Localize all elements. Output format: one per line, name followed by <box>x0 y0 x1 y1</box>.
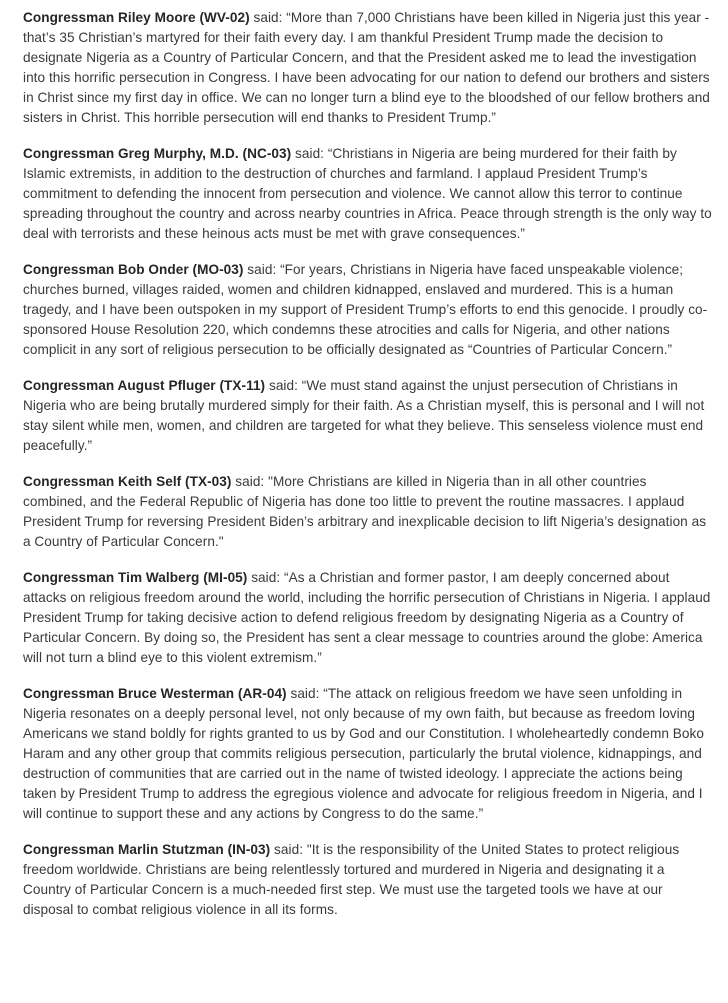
statements-list <box>23 8 713 936</box>
statement-august-pfluger <box>23 376 713 456</box>
speaker-name: Congressman Greg Murphy, M.D. (NC-03) <box>23 146 292 161</box>
statement-bruce-westerman <box>23 684 713 824</box>
said-text: said: <box>265 378 302 393</box>
quote-text: “Christians in Nigeria are being murdered for their faith by Islamic extremists, in addition to the destruction of churches and farmland. I applaud President Trump’s commitment to defending the innocent from persecution and violence. We cannot allow this terror to continue spreading throughout the country and across nearby countries in Africa. Peace through strength is the only way to deal with terrorists and these heinous acts must be met with grave consequences.” <box>23 146 712 241</box>
statement-bob-onder <box>23 260 713 360</box>
said-text: said: <box>231 474 269 489</box>
statement-marlin-stutzman <box>23 840 713 920</box>
speaker-name: Congressman Riley Moore (WV-02) <box>23 10 250 25</box>
statement-keith-self <box>23 472 713 552</box>
quote-text: “As a Christian and former pastor, I am deeply concerned about attacks on religious freedom around the world, including the horrific persecution of Christians in Nigeria. I applaud President Trump for taking decisive action to defend religious freedom by designating Nigeria as a Country of Particular Concern. By doing so, the President has sent a clear message to countries around the globe: America will not turn a blind eye to this violent extremism.” <box>23 570 711 665</box>
speaker-name: Congressman Bob Onder (MO-03) <box>23 262 244 277</box>
said-text: said: <box>247 570 284 585</box>
statement-tim-walberg <box>23 568 713 668</box>
quote-text: “More than 7,000 Christians have been killed in Nigeria just this year - that’s 35 Christian’s martyred for their faith every day. I am thankful President Trump made the decision to designate Nigeria as a Country of Particular Concern, and that the President asked me to lead the investigation into this horrific persecution in Congress. I have been advocating for our nation to defend our brothers and sisters in Christ since my first day in office. We can no longer turn a blind eye to the bloodshed of our fellow brothers and sisters in Christ. This horrible persecution will end thanks to President Trump.” <box>23 10 710 125</box>
statement-riley-moore <box>23 8 713 128</box>
quote-text: "More Christians are killed in Nigeria than in all other countries combined, and the Federal Republic of Nigeria has done too little to prevent the routine massacres. I applaud President Trump for reversing President Biden’s arbitrary and inexplicable decision to lift Nigeria’s designation as a Country of Particular Concern." <box>23 474 707 549</box>
statement-greg-murphy <box>23 144 713 244</box>
quote-text: “We must stand against the unjust persecution of Christians in Nigeria who are being brutally murdered simply for their faith. As a Christian myself, this is personal and I will not stay silent while men, women, and children are targeted for what they believe. This senseless violence must end peacefully.” <box>23 378 705 453</box>
said-text: said: <box>249 10 287 25</box>
speaker-name: Congressman Keith Self (TX-03) <box>23 474 232 489</box>
said-text: said: <box>291 146 328 161</box>
speaker-name: Congressman August Pfluger (TX-11) <box>23 378 266 393</box>
speaker-name: Congressman Tim Walberg (MI-05) <box>23 570 248 585</box>
quote-text: “The attack on religious freedom we have seen unfolding in Nigeria resonates on a deeply personal level, not only because of my own faith, but because as freedom loving Americans we stand boldly for rights granted to us by God and our Constitution. I wholeheartedly condemn Boko Haram and any other group that commits religious persecution, particularly the brutal violence, kidnappings, and destruction of communities that are carried out in the name of twisted ideology. I appreciate the actions being taken by President Trump to address the egregious violence and advocate for religious freedom in Nigeria, and I will continue to support these and any actions by Congress to do the same.” <box>23 686 704 821</box>
speaker-name: Congressman Marlin Stutzman (IN-03) <box>23 842 271 857</box>
quote-text: "It is the responsibility of the United States to protect religious freedom worldwide. Christians are being relentlessly tortured and murdered in Nigeria and designating it a Country of Particular Concern is a much-needed first step. We must use the targeted tools we have at our disposal to combat religious violence in all its forms. <box>23 842 680 917</box>
quote-text: “For years, Christians in Nigeria have faced unspeakable violence; churches burned, villages raided, women and children kidnapped, enslaved and murdered. This is a human tragedy, and I have been outspoken in my support of President Trump’s efforts to end this genocide. I proudly co-sponsored House Resolution 220, which condemns these atrocities and calls for Nigeria, and other nations complicit in any sort of religious persecution to be officially designated as “Countries of Particular Concern.” <box>23 262 708 357</box>
said-text: said: <box>286 686 324 701</box>
speaker-name: Congressman Bruce Westerman (AR-04) <box>23 686 287 701</box>
said-text: said: <box>243 262 281 277</box>
said-text: said: <box>270 842 307 857</box>
